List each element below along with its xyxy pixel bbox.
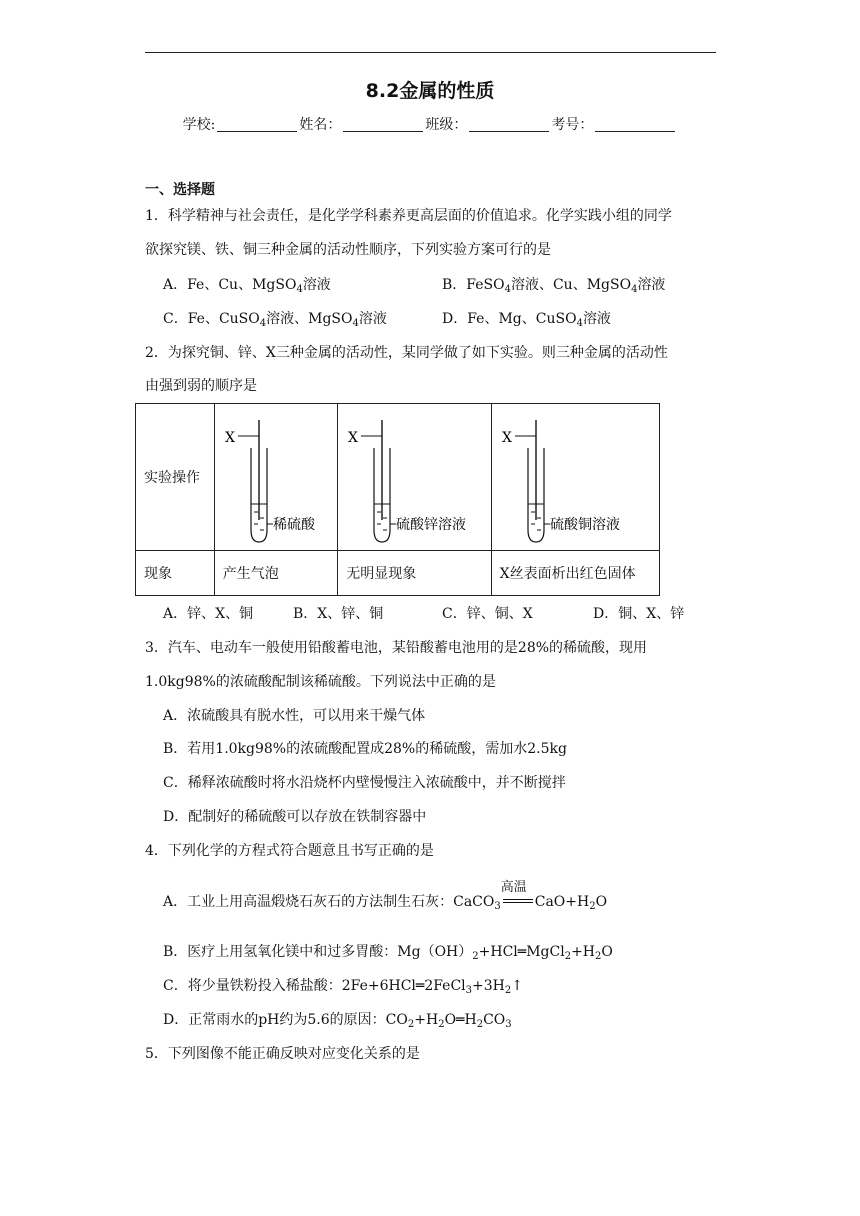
q1-stem-line1: 1．科学精神与社会责任，是化学学科素养更高层面的价值追求。化学实践小组的同学 xyxy=(145,208,672,224)
phenomenon-1: 产生气泡 xyxy=(214,551,338,596)
q1-option-d[interactable]: D．Fe、Mg、CuSO$_4$溶液 xyxy=(442,311,611,329)
q4-option-d[interactable]: D．正常雨水的pH约为5.6的原因：$CO_2+H_2O═H_2CO_3$ xyxy=(163,1012,512,1030)
section-heading: 一、选择题 xyxy=(145,182,215,198)
q3-option-b[interactable]: B．若用1.0kg98%的浓硫酸配置成28%的稀硫酸，需加水2.5kg xyxy=(163,741,567,757)
name-label: 姓名： xyxy=(299,117,342,133)
q2-option-d[interactable]: D．铜、X、锌 xyxy=(593,606,685,622)
tube-cell-1 xyxy=(214,404,338,551)
q3-option-d[interactable]: D．配制好的稀硫酸可以存放在铁制容器中 xyxy=(163,809,427,825)
experiment-table xyxy=(135,403,660,596)
q3-stem-line1: 3．汽车、电动车一般使用铅酸蓄电池，某铅酸蓄电池用的是28%的稀硫酸，现用 xyxy=(145,640,648,656)
q1-option-b[interactable]: B．FeSO$_4$溶液、Cu、MgSO$_4$溶液 xyxy=(442,277,666,295)
solution-label-1: 稀硫酸 xyxy=(272,517,315,533)
q5-stem: 5．下列图像不能正确反映对应变化关系的是 xyxy=(145,1046,420,1062)
q2-option-c[interactable]: C．锌、铜、X xyxy=(442,606,533,622)
q1-option-a[interactable]: A．Fe、Cu、MgSO$_4$溶液 xyxy=(163,277,331,295)
class-blank[interactable] xyxy=(469,117,549,132)
school-label: 学校: xyxy=(182,117,216,133)
q4-stem: 4．下列化学的方程式符合题意且书写正确的是 xyxy=(145,843,434,859)
q3-option-a[interactable]: A．浓硫酸具有脱水性，可以用来干燥气体 xyxy=(163,708,426,724)
row-head-phenomenon: 现象 xyxy=(136,551,215,596)
solution-label-2: 硫酸锌溶液 xyxy=(396,517,467,533)
q4-option-b[interactable]: B．医疗上用氢氧化镁中和过多胃酸：$Mg(OH)_2+HCl═MgCl_2+H_2O$ xyxy=(163,944,613,962)
school-blank[interactable] xyxy=(217,117,297,132)
q4-option-c[interactable]: C．将少量铁粉投入稀盐酸：$2Fe+6HCl═2FeCl_3+3H_2↑$ xyxy=(163,978,523,996)
solution-label-3: 硫酸铜溶液 xyxy=(549,517,620,533)
class-label: 班级： xyxy=(425,117,468,133)
tube-cell-2 xyxy=(338,404,491,551)
q2-stem-line1: 2．为探究铜、锌、X三种金属的活动性，某同学做了如下实验。则三种金属的活动性 xyxy=(145,345,668,361)
header-rule xyxy=(145,52,716,53)
q2-option-a[interactable]: A．锌、X、铜 xyxy=(163,606,254,622)
tube-cell-3 xyxy=(491,404,659,551)
high-temp-condition: 高温 xyxy=(503,892,533,912)
test-tube-diagram xyxy=(221,408,341,548)
row-head-operation: 实验操作 xyxy=(136,404,215,551)
exam-no-blank[interactable] xyxy=(595,117,675,132)
test-tube-diagram xyxy=(344,408,494,548)
q1-option-c[interactable]: C．Fe、CuSO$_4$溶液、MgSO$_4$溶液 xyxy=(163,311,387,329)
name-blank[interactable] xyxy=(343,117,423,132)
q1-stem-line2: 欲探究镁、铁、铜三种金属的活动性顺序，下列实验方案可行的是 xyxy=(145,242,551,258)
metal-x-label: X xyxy=(501,430,512,446)
student-info xyxy=(0,114,860,134)
phenomenon-3: X丝表面析出红色固体 xyxy=(491,551,659,596)
exam-no-label: 考号： xyxy=(551,117,594,133)
metal-x-label: X xyxy=(348,430,359,446)
q4-option-a[interactable]: A．工业上用高温煅烧石灰石的方法制生石灰：CaCO$_3$ 高温 $CaO+H_2O$ xyxy=(163,880,608,912)
page-title: 8.2金属的性质 xyxy=(365,80,495,102)
q3-option-c[interactable]: C．稀释浓硫酸时将水沿烧杯内壁慢慢注入浓硫酸中，并不断搅拌 xyxy=(163,775,566,791)
phenomenon-2: 无明显现象 xyxy=(338,551,491,596)
test-tube-diagram xyxy=(498,408,658,548)
q3-stem-line2: 1.0kg98%的浓硫酸配制该稀硫酸。下列说法中正确的是 xyxy=(145,674,496,690)
metal-x-label: X xyxy=(224,430,235,446)
q2-stem-line2: 由强到弱的顺序是 xyxy=(145,378,257,394)
q2-option-b[interactable]: B．X、锌、铜 xyxy=(293,606,384,622)
